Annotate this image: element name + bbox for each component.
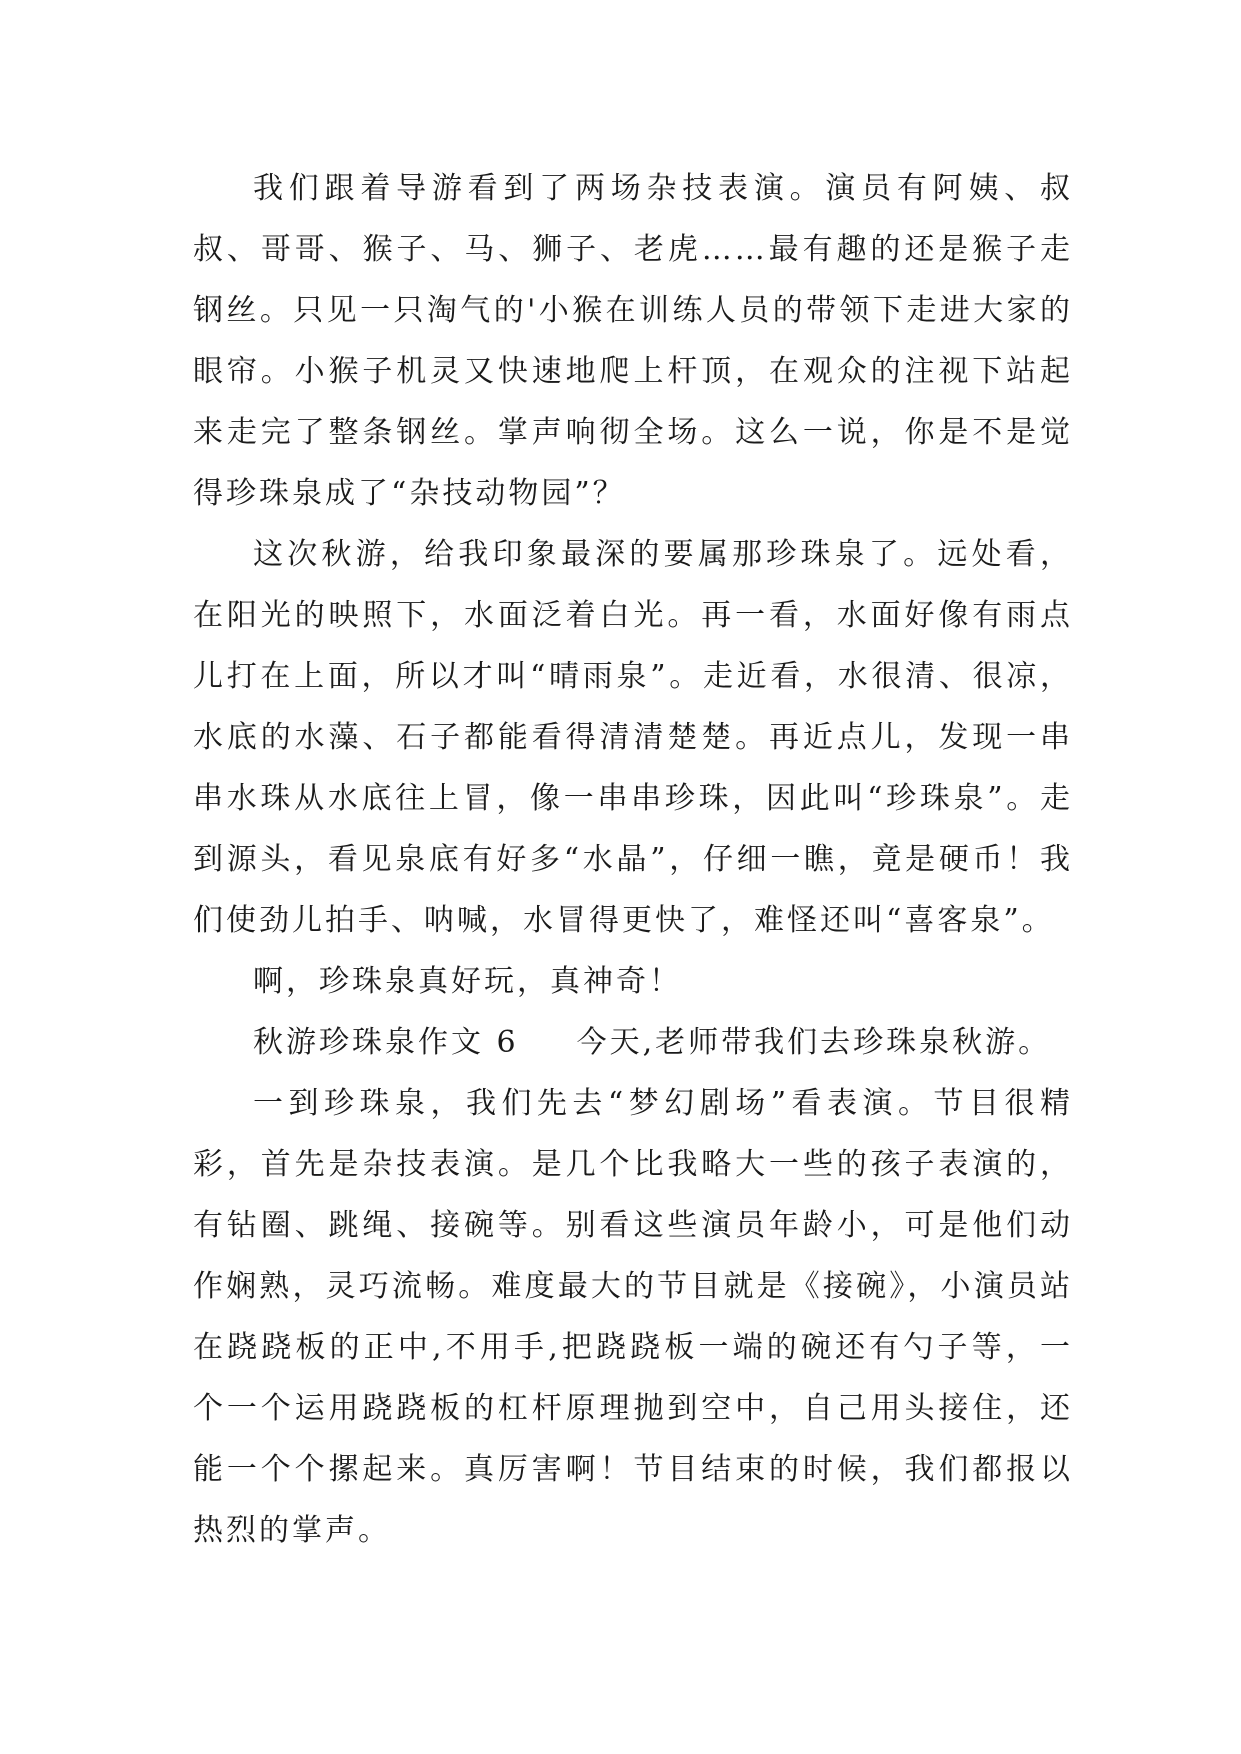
paragraph-exclamation: 啊，珍珠泉真好玩，真神奇！: [253, 964, 682, 999]
paragraph-acrobatics: 我们跟着导游看到了两场杂技表演。演员有阿姨、叔叔、哥哥、猴子、马、狮子、老虎……最有趣的还是猴子走钢丝。只见一只淘气的'小猴在训练人员的带领下走进大家的眼帘。小猴子机灵又快速地爬上杆顶，在观众的注视下站起来走完了整条钢丝。掌声响彻全场。这么一说，你是不是觉得珍珠泉成了“杂技动物园”？: [193, 171, 1073, 511]
paragraph-pearl-spring: 这次秋游，给我印象最深的要属那珍珠泉了。远处看，在阳光的映照下，水面泛着白光。再一看，水面好像有雨点儿打在上面，所以才叫“晴雨泉”。走近看，水很清、很凉，水底的水藻、石子都能看得清清楚楚。再近点儿，发现一串串水珠从水底往上冒，像一串串珍珠，因此叫“珍珠泉”。走到源头，看见泉底有好多“水晶”，仔细一瞧，竟是硬币！我们使劲儿拍手、呐喊，水冒得更快了，难怪还叫“喜客泉”。: [193, 537, 1073, 938]
paragraph-dream-theater: 一到珍珠泉，我们先去“梦幻剧场”看表演。节目很精彩，首先是杂技表演。是几个比我略大一些的孩子表演的，有钻圈、跳绳、接碗等。别看这些演员年龄小，可是他们动作娴熟，灵巧流畅。难度最大的节目就是《接碗》，小演员站在跷跷板的正中,不用手,把跷跷板一端的碗还有勺子等，一个一个运用跷跷板的杠杆原理抛到空中，自己用头接住，还能一个个摞起来。真厉害啊！节目结束的时候，我们都报以热烈的掌声。: [193, 1086, 1073, 1548]
essay-lead: 今天,老师带我们去珍珠泉秋游。: [576, 1025, 1052, 1060]
essay-title: 秋游珍珠泉作文 6: [253, 1025, 519, 1060]
essay-heading-line: [193, 1012, 1073, 1073]
document-body: [193, 158, 1073, 1561]
